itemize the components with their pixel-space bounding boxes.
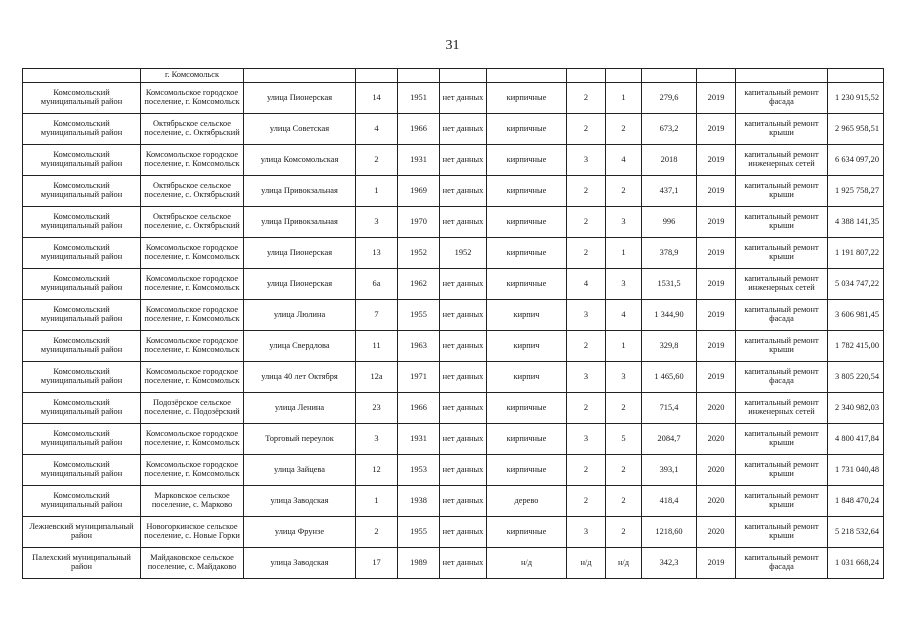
cell-area: 279,6 bbox=[642, 83, 697, 114]
cell-street: улица Пионерская bbox=[244, 269, 356, 300]
cell-district bbox=[23, 69, 141, 83]
cell-cost: 4 800 417,84 bbox=[828, 424, 884, 455]
cell-street: улица Пионерская bbox=[244, 238, 356, 269]
cell-year: 1953 bbox=[398, 455, 440, 486]
cell-house: 2 bbox=[356, 517, 398, 548]
cell-settlement: Новогоркинское сельское поселение, с. Новые Горки bbox=[141, 517, 244, 548]
cell-walls: кирпичные bbox=[487, 145, 567, 176]
cell-settlement: Комсомольское городское поселение, г. Комсомольск bbox=[141, 331, 244, 362]
cell-walls: кирпичные bbox=[487, 83, 567, 114]
cell-renovation: нет данных bbox=[440, 176, 487, 207]
cell-street: улица Пионерская bbox=[244, 83, 356, 114]
cell-area: 393,1 bbox=[642, 455, 697, 486]
cell-entrances: 2 bbox=[606, 455, 642, 486]
cell-district: Комсомольский муниципальный район bbox=[23, 269, 141, 300]
cell-plan-year: 2019 bbox=[697, 207, 736, 238]
cell-year: 1951 bbox=[398, 83, 440, 114]
table-row bbox=[23, 517, 884, 548]
cell-entrances: 4 bbox=[606, 300, 642, 331]
cell-area: 1218,60 bbox=[642, 517, 697, 548]
cell-entrances: 5 bbox=[606, 424, 642, 455]
cell-work: капитальный ремонт крыши bbox=[736, 207, 828, 238]
cell-walls: кирпичные bbox=[487, 517, 567, 548]
cell-renovation: нет данных bbox=[440, 362, 487, 393]
cell-floors: 3 bbox=[567, 145, 606, 176]
cell-street: улица Комсомольская bbox=[244, 145, 356, 176]
cell-renovation: нет данных bbox=[440, 548, 487, 579]
cell-work: капитальный ремонт крыши bbox=[736, 114, 828, 145]
cell-entrances: 2 bbox=[606, 114, 642, 145]
cell-house: 14 bbox=[356, 83, 398, 114]
cell-settlement: Комсомольское городское поселение, г. Комсомольск bbox=[141, 424, 244, 455]
cell-house: 3 bbox=[356, 424, 398, 455]
cell-work: капитальный ремонт крыши bbox=[736, 176, 828, 207]
cell-walls: кирпичные bbox=[487, 114, 567, 145]
cell-area: 437,1 bbox=[642, 176, 697, 207]
cell-settlement: Марковское сельское поселение, с. Марково bbox=[141, 486, 244, 517]
table-row bbox=[23, 176, 884, 207]
cell-street bbox=[244, 69, 356, 83]
cell-settlement: Комсомольское городское поселение, г. Комсомольск bbox=[141, 269, 244, 300]
cell-renovation: нет данных bbox=[440, 207, 487, 238]
cell-district: Комсомольский муниципальный район bbox=[23, 207, 141, 238]
cell-district: Палехский муниципальный район bbox=[23, 548, 141, 579]
cell-work: капитальный ремонт инженерных сетей bbox=[736, 145, 828, 176]
cell-settlement: Подозёрское сельское поселение, с. Подозёрский bbox=[141, 393, 244, 424]
cell-renovation: нет данных bbox=[440, 83, 487, 114]
cell-settlement: Комсомольское городское поселение, г. Комсомольск bbox=[141, 362, 244, 393]
cell-work: капитальный ремонт инженерных сетей bbox=[736, 393, 828, 424]
cell-walls: кирпич bbox=[487, 362, 567, 393]
cell-settlement: Октябрьское сельское поселение, с. Октябрьский bbox=[141, 176, 244, 207]
cell-district: Комсомольский муниципальный район bbox=[23, 455, 141, 486]
cell-plan-year bbox=[697, 69, 736, 83]
cell-area: 715,4 bbox=[642, 393, 697, 424]
cell-settlement: Комсомольское городское поселение, г. Комсомольск bbox=[141, 455, 244, 486]
cell-floors: 4 bbox=[567, 269, 606, 300]
table-row bbox=[23, 424, 884, 455]
cell-walls bbox=[487, 69, 567, 83]
cell-district: Комсомольский муниципальный район bbox=[23, 145, 141, 176]
cell-house: 13 bbox=[356, 238, 398, 269]
cell-street: улица Фрунзе bbox=[244, 517, 356, 548]
cell-area: 996 bbox=[642, 207, 697, 238]
cell-area: 342,3 bbox=[642, 548, 697, 579]
table-row bbox=[23, 114, 884, 145]
cell-floors: 2 bbox=[567, 207, 606, 238]
cell-cost: 3 805 220,54 bbox=[828, 362, 884, 393]
cell-floors: 2 bbox=[567, 455, 606, 486]
cell-walls: кирпичные bbox=[487, 424, 567, 455]
cell-district: Комсомольский муниципальный район bbox=[23, 114, 141, 145]
table-row bbox=[23, 455, 884, 486]
cell-district: Лежневский муниципальный район bbox=[23, 517, 141, 548]
cell-area: 1 344,90 bbox=[642, 300, 697, 331]
cell-renovation: нет данных bbox=[440, 300, 487, 331]
cell-floors: 2 bbox=[567, 393, 606, 424]
cell-walls: дерево bbox=[487, 486, 567, 517]
cell-street: улица Привокзальная bbox=[244, 176, 356, 207]
cell-work: капитальный ремонт инженерных сетей bbox=[736, 269, 828, 300]
cell-cost: 1 031 668,24 bbox=[828, 548, 884, 579]
cell-walls: кирпич bbox=[487, 300, 567, 331]
cell-entrances: 1 bbox=[606, 331, 642, 362]
cell-street: Торговый переулок bbox=[244, 424, 356, 455]
cell-plan-year: 2019 bbox=[697, 362, 736, 393]
cell-area: 1531,5 bbox=[642, 269, 697, 300]
cell-year: 1966 bbox=[398, 393, 440, 424]
cell-settlement: Октябрьское сельское поселение, с. Октябрьский bbox=[141, 114, 244, 145]
cell-cost: 1 230 915,52 bbox=[828, 83, 884, 114]
cell-street: улица Привокзальная bbox=[244, 207, 356, 238]
table-row bbox=[23, 83, 884, 114]
cell-settlement: Комсомольское городское поселение, г. Комсомольск bbox=[141, 300, 244, 331]
cell-area: 2084,7 bbox=[642, 424, 697, 455]
cell-floors: 2 bbox=[567, 83, 606, 114]
cell-cost: 1 782 415,00 bbox=[828, 331, 884, 362]
cell-house: 17 bbox=[356, 548, 398, 579]
cell-plan-year: 2020 bbox=[697, 393, 736, 424]
cell-house: 23 bbox=[356, 393, 398, 424]
cell-district: Комсомольский муниципальный район bbox=[23, 300, 141, 331]
cell-district: Комсомольский муниципальный район bbox=[23, 424, 141, 455]
cell-settlement: Комсомольское городское поселение, г. Комсомольск bbox=[141, 238, 244, 269]
cell-renovation: нет данных bbox=[440, 455, 487, 486]
cell-work: капитальный ремонт крыши bbox=[736, 517, 828, 548]
table-row bbox=[23, 548, 884, 579]
cell-plan-year: 2019 bbox=[697, 114, 736, 145]
cell-renovation: 1952 bbox=[440, 238, 487, 269]
cell-work bbox=[736, 69, 828, 83]
cell-district: Комсомольский муниципальный район bbox=[23, 238, 141, 269]
cell-plan-year: 2019 bbox=[697, 83, 736, 114]
cell-floors: 2 bbox=[567, 114, 606, 145]
cell-house: 3 bbox=[356, 207, 398, 238]
cell-entrances: 3 bbox=[606, 269, 642, 300]
cell-area: 418,4 bbox=[642, 486, 697, 517]
cell-renovation: нет данных bbox=[440, 424, 487, 455]
cell-entrances: 1 bbox=[606, 238, 642, 269]
cell-work: капитальный ремонт крыши bbox=[736, 331, 828, 362]
cell-area: 1 465,60 bbox=[642, 362, 697, 393]
cell-year: 1989 bbox=[398, 548, 440, 579]
cell-cost: 4 388 141,35 bbox=[828, 207, 884, 238]
cell-plan-year: 2019 bbox=[697, 548, 736, 579]
cell-house: 2 bbox=[356, 145, 398, 176]
table-row bbox=[23, 300, 884, 331]
cell-walls: кирпичные bbox=[487, 455, 567, 486]
cell-cost: 3 606 981,45 bbox=[828, 300, 884, 331]
cell-year: 1952 bbox=[398, 238, 440, 269]
page-number: 31 bbox=[445, 38, 460, 53]
table-row bbox=[23, 331, 884, 362]
cell-plan-year: 2020 bbox=[697, 424, 736, 455]
cell-floors: 3 bbox=[567, 362, 606, 393]
cell-walls: кирпичные bbox=[487, 393, 567, 424]
cell-floors bbox=[567, 69, 606, 83]
table-row bbox=[23, 486, 884, 517]
cell-area: 329,8 bbox=[642, 331, 697, 362]
cell-street: улица Советская bbox=[244, 114, 356, 145]
table-row bbox=[23, 362, 884, 393]
cell-renovation: нет данных bbox=[440, 269, 487, 300]
cell-work: капитальный ремонт крыши bbox=[736, 455, 828, 486]
cell-entrances: 2 bbox=[606, 176, 642, 207]
cell-year: 1970 bbox=[398, 207, 440, 238]
cell-floors: 2 bbox=[567, 331, 606, 362]
cell-renovation: нет данных bbox=[440, 393, 487, 424]
cell-cost: 6 634 097,20 bbox=[828, 145, 884, 176]
cell-plan-year: 2019 bbox=[697, 331, 736, 362]
cell-area: 2018 bbox=[642, 145, 697, 176]
cell-settlement: Октябрьское сельское поселение, с. Октябрьский bbox=[141, 207, 244, 238]
cell-area: 673,2 bbox=[642, 114, 697, 145]
continuation-row bbox=[23, 69, 884, 83]
cell-work: капитальный ремонт крыши bbox=[736, 238, 828, 269]
cell-floors: н/д bbox=[567, 548, 606, 579]
cell-year: 1963 bbox=[398, 331, 440, 362]
table-row bbox=[23, 207, 884, 238]
cell-floors: 2 bbox=[567, 238, 606, 269]
cell-cost: 1 925 758,27 bbox=[828, 176, 884, 207]
cell-street: улица Заводская bbox=[244, 548, 356, 579]
cell-entrances: н/д bbox=[606, 548, 642, 579]
cell-house: 7 bbox=[356, 300, 398, 331]
cell-district: Комсомольский муниципальный район bbox=[23, 331, 141, 362]
table-row bbox=[23, 238, 884, 269]
cell-street: улица Зайцева bbox=[244, 455, 356, 486]
cell-renovation: нет данных bbox=[440, 114, 487, 145]
cell-house: 4 bbox=[356, 114, 398, 145]
cell-floors: 2 bbox=[567, 176, 606, 207]
cell-cost: 5 034 747,22 bbox=[828, 269, 884, 300]
cell-cost: 1 848 470,24 bbox=[828, 486, 884, 517]
cell-entrances: 3 bbox=[606, 362, 642, 393]
cell-entrances: 2 bbox=[606, 393, 642, 424]
cell-district: Комсомольский муниципальный район bbox=[23, 176, 141, 207]
cell-plan-year: 2019 bbox=[697, 238, 736, 269]
cell-settlement: Майдаковское сельское поселение, с. Майдаково bbox=[141, 548, 244, 579]
cell-entrances bbox=[606, 69, 642, 83]
cell-year: 1971 bbox=[398, 362, 440, 393]
cell-settlement: Комсомольское городское поселение, г. Комсомольск bbox=[141, 145, 244, 176]
cell-district: Комсомольский муниципальный район bbox=[23, 362, 141, 393]
cell-work: капитальный ремонт крыши bbox=[736, 424, 828, 455]
cell-house: 1 bbox=[356, 486, 398, 517]
cell-plan-year: 2020 bbox=[697, 486, 736, 517]
cell-street: улица Люлина bbox=[244, 300, 356, 331]
cell-cost: 2 965 958,51 bbox=[828, 114, 884, 145]
table-row bbox=[23, 393, 884, 424]
cell-walls: кирпичные bbox=[487, 238, 567, 269]
cell-plan-year: 2019 bbox=[697, 269, 736, 300]
cell-entrances: 1 bbox=[606, 83, 642, 114]
cell-cost: 5 218 532,64 bbox=[828, 517, 884, 548]
cell-settlement: Комсомольское городское поселение, г. Комсомольск bbox=[141, 83, 244, 114]
housing-repair-table bbox=[22, 68, 884, 579]
cell-work: капитальный ремонт фасада bbox=[736, 362, 828, 393]
cell-work: капитальный ремонт фасада bbox=[736, 83, 828, 114]
cell-floors: 3 bbox=[567, 517, 606, 548]
cell-floors: 3 bbox=[567, 300, 606, 331]
cell-house: 11 bbox=[356, 331, 398, 362]
cell-cost: 2 340 982,03 bbox=[828, 393, 884, 424]
cell-street: улица 40 лет Октября bbox=[244, 362, 356, 393]
table-row bbox=[23, 269, 884, 300]
cell-floors: 3 bbox=[567, 424, 606, 455]
cell-area: 378,9 bbox=[642, 238, 697, 269]
cell-house: 12а bbox=[356, 362, 398, 393]
cell-year: 1962 bbox=[398, 269, 440, 300]
cell-year: 1931 bbox=[398, 424, 440, 455]
cell-house: 12 bbox=[356, 455, 398, 486]
cell-renovation: нет данных bbox=[440, 145, 487, 176]
cell-walls: кирпичные bbox=[487, 269, 567, 300]
cell-plan-year: 2019 bbox=[697, 300, 736, 331]
cell-district: Комсомольский муниципальный район bbox=[23, 83, 141, 114]
cell-year: 1955 bbox=[398, 517, 440, 548]
cell-street: улица Свердлова bbox=[244, 331, 356, 362]
cell-work: капитальный ремонт фасада bbox=[736, 548, 828, 579]
cell-entrances: 2 bbox=[606, 486, 642, 517]
cell-floors: 2 bbox=[567, 486, 606, 517]
cell-walls: кирпичные bbox=[487, 176, 567, 207]
cell-plan-year: 2019 bbox=[697, 176, 736, 207]
cell-year: 1969 bbox=[398, 176, 440, 207]
cell-entrances: 4 bbox=[606, 145, 642, 176]
cell-year: 1931 bbox=[398, 145, 440, 176]
cell-year: 1955 bbox=[398, 300, 440, 331]
cell-settlement: г. Комсомольск bbox=[141, 69, 244, 83]
cell-renovation bbox=[440, 69, 487, 83]
cell-house: 1 bbox=[356, 176, 398, 207]
cell-street: улица Заводская bbox=[244, 486, 356, 517]
cell-entrances: 3 bbox=[606, 207, 642, 238]
cell-renovation: нет данных bbox=[440, 486, 487, 517]
table-row bbox=[23, 145, 884, 176]
cell-walls: кирпич bbox=[487, 331, 567, 362]
cell-work: капитальный ремонт крыши bbox=[736, 486, 828, 517]
cell-house: 6а bbox=[356, 269, 398, 300]
cell-renovation: нет данных bbox=[440, 517, 487, 548]
cell-cost: 1 191 807,22 bbox=[828, 238, 884, 269]
cell-plan-year: 2020 bbox=[697, 517, 736, 548]
cell-year: 1966 bbox=[398, 114, 440, 145]
cell-district: Комсомольский муниципальный район bbox=[23, 486, 141, 517]
cell-walls: кирпичные bbox=[487, 207, 567, 238]
cell-work: капитальный ремонт фасада bbox=[736, 300, 828, 331]
cell-street: улица Ленина bbox=[244, 393, 356, 424]
cell-walls: н/д bbox=[487, 548, 567, 579]
cell-area bbox=[642, 69, 697, 83]
cell-district: Комсомольский муниципальный район bbox=[23, 393, 141, 424]
cell-entrances: 2 bbox=[606, 517, 642, 548]
cell-year bbox=[398, 69, 440, 83]
cell-cost: 1 731 040,48 bbox=[828, 455, 884, 486]
cell-house bbox=[356, 69, 398, 83]
cell-cost bbox=[828, 69, 884, 83]
cell-plan-year: 2019 bbox=[697, 145, 736, 176]
cell-plan-year: 2020 bbox=[697, 455, 736, 486]
cell-year: 1938 bbox=[398, 486, 440, 517]
cell-renovation: нет данных bbox=[440, 331, 487, 362]
